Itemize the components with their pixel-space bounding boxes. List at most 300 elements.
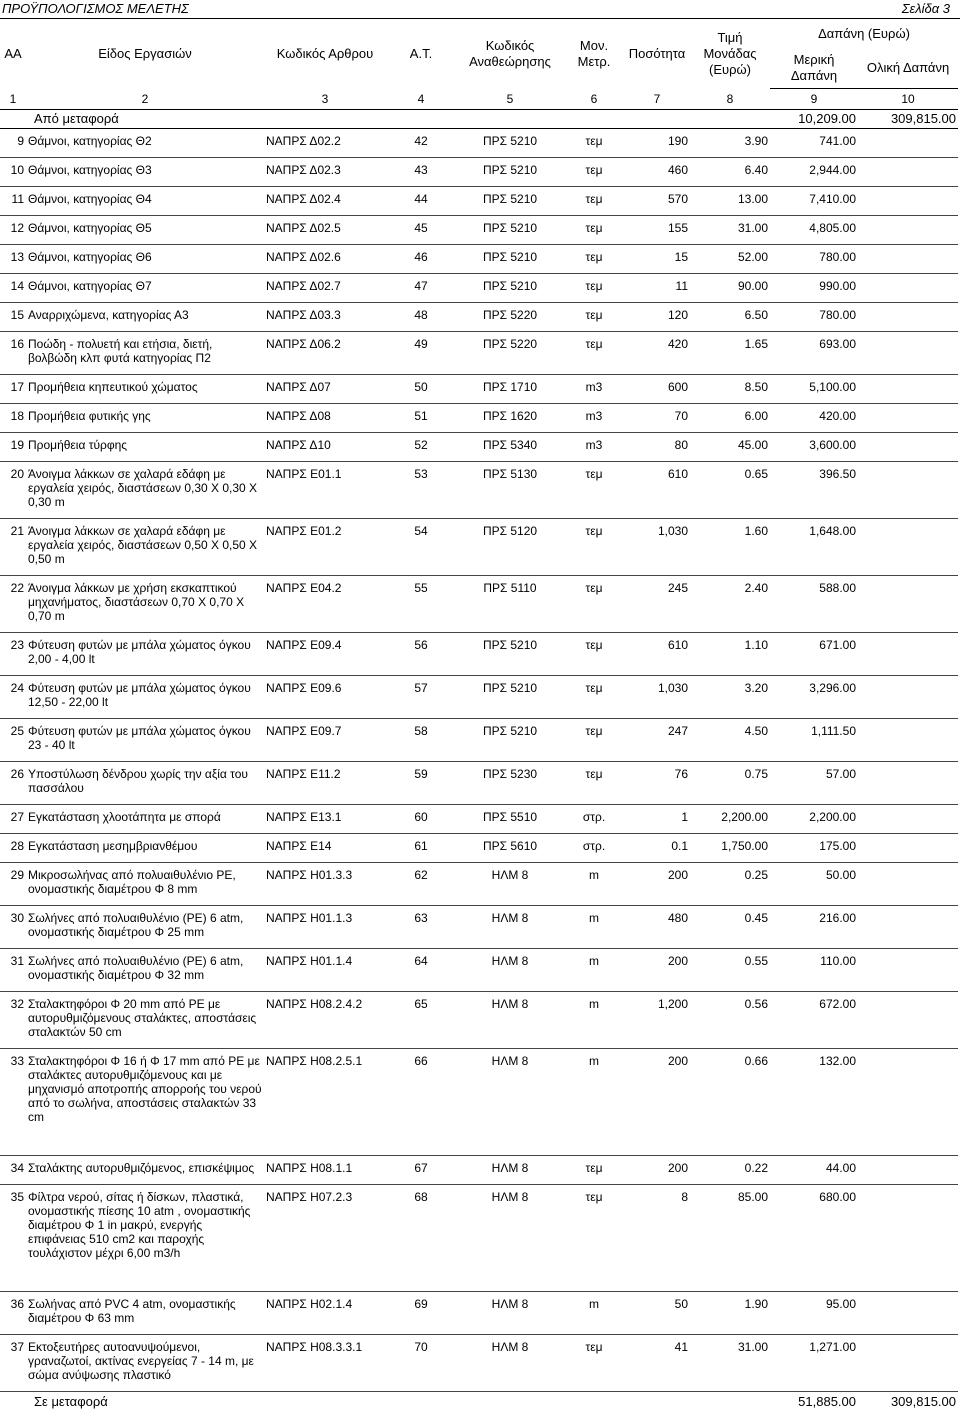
table-row xyxy=(0,992,958,1049)
col-header-partial: Μερική Δαπάνη xyxy=(770,48,858,89)
item-revision-code: ΠΡΣ 5210 xyxy=(456,274,564,303)
item-partial: 216.00 xyxy=(770,906,858,949)
item-revision-code: ΗΛΜ 8 xyxy=(456,906,564,949)
item-unit: τεμ xyxy=(564,1335,624,1392)
col-number: 3 xyxy=(264,89,386,110)
item-unit: m xyxy=(564,863,624,906)
item-revision-code: ΠΡΣ 1620 xyxy=(456,404,564,433)
item-number: 29 xyxy=(0,863,26,906)
carry-in-label: Από μεταφορά xyxy=(26,110,564,129)
item-partial: 1,648.00 xyxy=(770,519,858,576)
item-partial: 132.00 xyxy=(770,1049,858,1156)
item-total xyxy=(858,992,958,1049)
table-row xyxy=(0,303,958,332)
item-unit-price: 52.00 xyxy=(690,245,770,274)
item-description: Άνοιγμα λάκκων σε χαλαρά εδάφη με εργαλεία χειρός, διαστάσεων 0,30 Χ 0,30 Χ 0,30 m xyxy=(26,462,264,519)
item-code: ΝΑΠΡΣ Η02.1.4 xyxy=(264,1292,386,1335)
table-row xyxy=(0,332,958,375)
item-unit: τεμ xyxy=(564,158,624,187)
item-at: 67 xyxy=(386,1156,456,1185)
col-number: 9 xyxy=(770,89,858,110)
item-unit: τεμ xyxy=(564,633,624,676)
carry-out-label: Σε μεταφορά xyxy=(26,1392,564,1412)
item-at: 58 xyxy=(386,719,456,762)
item-code: ΝΑΠΡΣ Δ03.3 xyxy=(264,303,386,332)
item-description: Φύτευση φυτών με μπάλα χώματος όγκου 12,50 - 22,00 lt xyxy=(26,676,264,719)
item-description: Θάμνοι, κατηγορίας Θ2 xyxy=(26,129,264,158)
item-description: Θάμνοι, κατηγορίας Θ5 xyxy=(26,216,264,245)
carry-in-row xyxy=(0,110,958,129)
item-partial: 420.00 xyxy=(770,404,858,433)
carry-in-partial: 10,209.00 xyxy=(770,110,858,129)
item-at: 62 xyxy=(386,863,456,906)
col-number: 10 xyxy=(858,89,958,110)
item-number: 10 xyxy=(0,158,26,187)
item-total xyxy=(858,462,958,519)
item-partial: 780.00 xyxy=(770,303,858,332)
item-unit-price: 6.00 xyxy=(690,404,770,433)
item-number: 12 xyxy=(0,216,26,245)
item-code: ΝΑΠΡΣ Ε14 xyxy=(264,834,386,863)
col-header-code: Κωδικός Αρθρου xyxy=(264,20,386,89)
table-row xyxy=(0,404,958,433)
item-total xyxy=(858,158,958,187)
table-row xyxy=(0,1049,958,1156)
item-revision-code: ΠΡΣ 5120 xyxy=(456,519,564,576)
item-unit: τεμ xyxy=(564,274,624,303)
item-total xyxy=(858,805,958,834)
item-revision-code: ΠΡΣ 5110 xyxy=(456,576,564,633)
item-partial: 396.50 xyxy=(770,462,858,519)
item-unit: τεμ xyxy=(564,245,624,274)
item-quantity: 200 xyxy=(624,863,690,906)
item-number: 27 xyxy=(0,805,26,834)
item-at: 68 xyxy=(386,1185,456,1292)
table-row xyxy=(0,462,958,519)
item-quantity: 190 xyxy=(624,129,690,158)
table-row xyxy=(0,863,958,906)
item-unit-price: 1.60 xyxy=(690,519,770,576)
item-description: Εκτοξευτήρες αυτοανυψούμενοι, γραναζωτοί, ακτίνας ενεργείας 7 - 14 m, με σώμα ανύψωσης πλαστικό xyxy=(26,1335,264,1392)
item-revision-code: ΠΡΣ 5210 xyxy=(456,719,564,762)
item-partial: 2,200.00 xyxy=(770,805,858,834)
item-number: 28 xyxy=(0,834,26,863)
item-description: Σωλήνας από PVC 4 atm, ονομαστικής διαμέτρου Φ 63 mm xyxy=(26,1292,264,1335)
item-total xyxy=(858,906,958,949)
item-description: Εγκατάσταση χλοοτάπητα με σπορά xyxy=(26,805,264,834)
item-unit: τεμ xyxy=(564,332,624,375)
item-quantity: 15 xyxy=(624,245,690,274)
item-unit: τεμ xyxy=(564,187,624,216)
item-quantity: 460 xyxy=(624,158,690,187)
table-row xyxy=(0,129,958,158)
page-title: ΠΡΟΫΠΟΛΟΓΙΣΜΟΣ ΜΕΛΕΤΗΣ xyxy=(2,1,189,16)
item-quantity: 0.1 xyxy=(624,834,690,863)
item-number: 31 xyxy=(0,949,26,992)
item-partial: 672.00 xyxy=(770,992,858,1049)
item-unit-price: 3.90 xyxy=(690,129,770,158)
items-body xyxy=(0,129,958,1392)
item-number: 30 xyxy=(0,906,26,949)
col-number: 5 xyxy=(456,89,564,110)
item-at: 44 xyxy=(386,187,456,216)
item-unit-price: 8.50 xyxy=(690,375,770,404)
item-unit: τεμ xyxy=(564,216,624,245)
table-row xyxy=(0,519,958,576)
table-row xyxy=(0,676,958,719)
item-total xyxy=(858,433,958,462)
item-unit: m3 xyxy=(564,404,624,433)
item-number: 23 xyxy=(0,633,26,676)
item-revision-code: ΗΛΜ 8 xyxy=(456,1049,564,1156)
item-quantity: 480 xyxy=(624,906,690,949)
item-quantity: 200 xyxy=(624,1156,690,1185)
item-partial: 110.00 xyxy=(770,949,858,992)
item-partial: 175.00 xyxy=(770,834,858,863)
item-revision-code: ΠΡΣ 5340 xyxy=(456,433,564,462)
item-quantity: 1,030 xyxy=(624,676,690,719)
item-number: 16 xyxy=(0,332,26,375)
item-unit-price: 2.40 xyxy=(690,576,770,633)
item-description: Θάμνοι, κατηγορίας Θ3 xyxy=(26,158,264,187)
item-number: 24 xyxy=(0,676,26,719)
item-unit-price: 1.10 xyxy=(690,633,770,676)
item-code: ΝΑΠΡΣ Η01.3.3 xyxy=(264,863,386,906)
item-at: 61 xyxy=(386,834,456,863)
table-row xyxy=(0,187,958,216)
item-quantity: 200 xyxy=(624,949,690,992)
item-unit: m xyxy=(564,949,624,992)
item-description: Προμήθεια τύρφης xyxy=(26,433,264,462)
item-code: ΝΑΠΡΣ Ε09.4 xyxy=(264,633,386,676)
item-quantity: 41 xyxy=(624,1335,690,1392)
item-unit-price: 0.75 xyxy=(690,762,770,805)
item-number: 15 xyxy=(0,303,26,332)
item-unit-price: 1.90 xyxy=(690,1292,770,1335)
item-number: 34 xyxy=(0,1156,26,1185)
item-unit-price: 90.00 xyxy=(690,274,770,303)
item-description: Σωλήνες από πολυαιθυλένιο (PE) 6 atm, ονομαστικής διαμέτρου Φ 32 mm xyxy=(26,949,264,992)
item-unit: m3 xyxy=(564,375,624,404)
item-total xyxy=(858,303,958,332)
item-unit: τεμ xyxy=(564,1185,624,1292)
item-unit-price: 31.00 xyxy=(690,216,770,245)
item-at: 63 xyxy=(386,906,456,949)
item-total xyxy=(858,519,958,576)
item-at: 69 xyxy=(386,1292,456,1335)
item-code: ΝΑΠΡΣ Δ02.5 xyxy=(264,216,386,245)
item-total xyxy=(858,404,958,433)
item-quantity: 610 xyxy=(624,633,690,676)
item-quantity: 610 xyxy=(624,462,690,519)
item-total xyxy=(858,245,958,274)
table-row xyxy=(0,216,958,245)
item-description: Σταλακτηφόροι Φ 20 mm από PE με αυτορυθμιζόμενους σταλάκτες, αποστάσεις σταλακτών 50 cm xyxy=(26,992,264,1049)
item-unit-price: 6.40 xyxy=(690,158,770,187)
item-partial: 2,944.00 xyxy=(770,158,858,187)
item-total xyxy=(858,633,958,676)
item-description: Φύτευση φυτών με μπάλα χώματος όγκου 2,00 - 4,00 lt xyxy=(26,633,264,676)
col-number: 6 xyxy=(564,89,624,110)
item-description: Αναρριχώμενα, κατηγορίας Α3 xyxy=(26,303,264,332)
item-partial: 3,296.00 xyxy=(770,676,858,719)
item-number: 18 xyxy=(0,404,26,433)
column-numbers-row xyxy=(0,89,958,110)
item-code: ΝΑΠΡΣ Ε09.6 xyxy=(264,676,386,719)
item-at: 47 xyxy=(386,274,456,303)
item-code: ΝΑΠΡΣ Δ06.2 xyxy=(264,332,386,375)
item-description: Θάμνοι, κατηγορίας Θ6 xyxy=(26,245,264,274)
item-unit-price: 0.55 xyxy=(690,949,770,992)
carry-in-total: 309,815.00 xyxy=(858,110,958,129)
item-code: ΝΑΠΡΣ Δ07 xyxy=(264,375,386,404)
item-quantity: 11 xyxy=(624,274,690,303)
item-description: Άνοιγμα λάκκων με χρήση εκσκαπτικού μηχανήματος, διαστάσεων 0,70 Χ 0,70 Χ 0,70 m xyxy=(26,576,264,633)
item-revision-code: ΠΡΣ 1710 xyxy=(456,375,564,404)
item-number: 13 xyxy=(0,245,26,274)
item-total xyxy=(858,949,958,992)
item-revision-code: ΠΡΣ 5210 xyxy=(456,216,564,245)
col-header-unit-price: Τιμή Μονάδας (Ευρώ) xyxy=(690,20,770,89)
item-unit: τεμ xyxy=(564,462,624,519)
item-quantity: 80 xyxy=(624,433,690,462)
item-revision-code: ΗΛΜ 8 xyxy=(456,1156,564,1185)
item-at: 45 xyxy=(386,216,456,245)
col-number: 8 xyxy=(690,89,770,110)
table-row xyxy=(0,245,958,274)
item-code: ΝΑΠΡΣ Δ02.4 xyxy=(264,187,386,216)
item-description: Προμήθεια κηπευτικού χώματος xyxy=(26,375,264,404)
item-at: 51 xyxy=(386,404,456,433)
table-row xyxy=(0,762,958,805)
item-partial: 3,600.00 xyxy=(770,433,858,462)
item-at: 65 xyxy=(386,992,456,1049)
item-at: 49 xyxy=(386,332,456,375)
item-unit: τεμ xyxy=(564,519,624,576)
col-header-quantity: Ποσότητα xyxy=(624,20,690,89)
item-unit: m xyxy=(564,906,624,949)
table-row xyxy=(0,433,958,462)
item-at: 60 xyxy=(386,805,456,834)
table-row xyxy=(0,949,958,992)
item-unit-price: 1.65 xyxy=(690,332,770,375)
item-at: 55 xyxy=(386,576,456,633)
item-number: 17 xyxy=(0,375,26,404)
item-revision-code: ΠΡΣ 5210 xyxy=(456,129,564,158)
col-header-total: Ολική Δαπάνη xyxy=(858,48,958,89)
item-unit-price: 4.50 xyxy=(690,719,770,762)
budget-table xyxy=(0,20,958,1412)
col-number: 1 xyxy=(0,89,26,110)
carry-out-total: 309,815.00 xyxy=(858,1392,958,1412)
item-partial: 693.00 xyxy=(770,332,858,375)
item-number: 32 xyxy=(0,992,26,1049)
item-number: 21 xyxy=(0,519,26,576)
item-at: 66 xyxy=(386,1049,456,1156)
item-code: ΝΑΠΡΣ Ε01.2 xyxy=(264,519,386,576)
item-total xyxy=(858,1185,958,1292)
item-quantity: 1,200 xyxy=(624,992,690,1049)
item-unit-price: 0.45 xyxy=(690,906,770,949)
col-header-unit: Μον. Μετρ. xyxy=(564,20,624,89)
item-number: 25 xyxy=(0,719,26,762)
col-header-at: Α.Τ. xyxy=(386,20,456,89)
item-quantity: 570 xyxy=(624,187,690,216)
item-code: ΝΑΠΡΣ Η08.2.4.2 xyxy=(264,992,386,1049)
item-quantity: 600 xyxy=(624,375,690,404)
item-unit-price: 3.20 xyxy=(690,676,770,719)
item-quantity: 70 xyxy=(624,404,690,433)
table-row xyxy=(0,1292,958,1335)
item-quantity: 420 xyxy=(624,332,690,375)
item-unit: τεμ xyxy=(564,676,624,719)
item-revision-code: ΗΛΜ 8 xyxy=(456,1292,564,1335)
item-unit: τεμ xyxy=(564,1156,624,1185)
item-code: ΝΑΠΡΣ Η01.1.3 xyxy=(264,906,386,949)
table-row xyxy=(0,1185,958,1292)
item-total xyxy=(858,676,958,719)
item-revision-code: ΠΡΣ 5610 xyxy=(456,834,564,863)
item-code: ΝΑΠΡΣ Δ10 xyxy=(264,433,386,462)
item-revision-code: ΠΡΣ 5210 xyxy=(456,633,564,676)
col-header-revision: Κωδικός Αναθεώρησης xyxy=(456,20,564,89)
item-code: ΝΑΠΡΣ Η08.3.3.1 xyxy=(264,1335,386,1392)
item-at: 52 xyxy=(386,433,456,462)
table-row xyxy=(0,834,958,863)
table-row xyxy=(0,375,958,404)
item-at: 46 xyxy=(386,245,456,274)
item-unit: τεμ xyxy=(564,576,624,633)
col-number: 2 xyxy=(26,89,264,110)
item-code: ΝΑΠΡΣ Η07.2.3 xyxy=(264,1185,386,1292)
item-number: 33 xyxy=(0,1049,26,1156)
item-total xyxy=(858,274,958,303)
item-unit-price: 85.00 xyxy=(690,1185,770,1292)
table-row xyxy=(0,906,958,949)
item-unit: τεμ xyxy=(564,762,624,805)
item-unit: στρ. xyxy=(564,834,624,863)
item-quantity: 120 xyxy=(624,303,690,332)
item-unit-price: 0.66 xyxy=(690,1049,770,1156)
item-total xyxy=(858,187,958,216)
item-unit: τεμ xyxy=(564,719,624,762)
carry-out-row xyxy=(0,1392,958,1412)
item-at: 43 xyxy=(386,158,456,187)
item-unit-price: 2,200.00 xyxy=(690,805,770,834)
item-code: ΝΑΠΡΣ Ε11.2 xyxy=(264,762,386,805)
item-quantity: 245 xyxy=(624,576,690,633)
item-revision-code: ΗΛΜ 8 xyxy=(456,992,564,1049)
item-partial: 588.00 xyxy=(770,576,858,633)
item-code: ΝΑΠΡΣ Ε09.7 xyxy=(264,719,386,762)
col-header-eidos: Είδος Εργασιών xyxy=(26,20,264,89)
item-code: ΝΑΠΡΣ Δ02.3 xyxy=(264,158,386,187)
item-partial: 50.00 xyxy=(770,863,858,906)
item-number: 26 xyxy=(0,762,26,805)
item-total xyxy=(858,129,958,158)
item-total xyxy=(858,1335,958,1392)
item-description: Υποστύλωση δένδρου χωρίς την αξία του πασσάλου xyxy=(26,762,264,805)
item-number: 36 xyxy=(0,1292,26,1335)
table-row xyxy=(0,719,958,762)
item-total xyxy=(858,834,958,863)
item-description: Σταλακτηφόροι Φ 16 ή Φ 17 mm από PE με σταλάκτες αυτορυθμιζόμενους και με μηχανισμό αποτροπής απορροής του νερού από το σωλήνα, αποστάσεις σταλακτών 33 cm xyxy=(26,1049,264,1156)
item-partial: 7,410.00 xyxy=(770,187,858,216)
item-total xyxy=(858,863,958,906)
item-revision-code: ΗΛΜ 8 xyxy=(456,1185,564,1292)
item-description: Θάμνοι, κατηγορίας Θ7 xyxy=(26,274,264,303)
item-quantity: 1 xyxy=(624,805,690,834)
item-revision-code: ΠΡΣ 5510 xyxy=(456,805,564,834)
item-unit: m xyxy=(564,1292,624,1335)
item-at: 59 xyxy=(386,762,456,805)
item-number: 37 xyxy=(0,1335,26,1392)
item-number: 22 xyxy=(0,576,26,633)
item-unit-price: 45.00 xyxy=(690,433,770,462)
table-row xyxy=(0,1156,958,1185)
col-header-expense-group: Δαπάνη (Ευρώ) xyxy=(770,20,958,48)
item-partial: 95.00 xyxy=(770,1292,858,1335)
item-revision-code: ΠΡΣ 5210 xyxy=(456,158,564,187)
item-unit-price: 6.50 xyxy=(690,303,770,332)
item-code: ΝΑΠΡΣ Δ02.7 xyxy=(264,274,386,303)
table-row xyxy=(0,805,958,834)
item-code: ΝΑΠΡΣ Η08.1.1 xyxy=(264,1156,386,1185)
item-unit: m xyxy=(564,1049,624,1156)
item-partial: 5,100.00 xyxy=(770,375,858,404)
item-at: 42 xyxy=(386,129,456,158)
item-unit: στρ. xyxy=(564,805,624,834)
page-header xyxy=(0,0,960,19)
item-unit-price: 31.00 xyxy=(690,1335,770,1392)
item-number: 11 xyxy=(0,187,26,216)
item-at: 64 xyxy=(386,949,456,992)
item-code: ΝΑΠΡΣ Ε04.2 xyxy=(264,576,386,633)
item-revision-code: ΠΡΣ 5210 xyxy=(456,187,564,216)
col-number: 7 xyxy=(624,89,690,110)
item-description: Εγκατάσταση μεσημβριανθέμου xyxy=(26,834,264,863)
item-unit: m xyxy=(564,992,624,1049)
item-total xyxy=(858,1049,958,1156)
item-revision-code: ΠΡΣ 5230 xyxy=(456,762,564,805)
item-number: 35 xyxy=(0,1185,26,1292)
item-revision-code: ΠΡΣ 5210 xyxy=(456,245,564,274)
item-at: 50 xyxy=(386,375,456,404)
item-total xyxy=(858,762,958,805)
item-description: Σταλάκτης αυτορυθμιζόμενος, επισκέψιμος xyxy=(26,1156,264,1185)
item-description: Ποώδη - πολυετή και ετήσια, διετή, βολβώδη κλπ φυτά κατηγορίας Π2 xyxy=(26,332,264,375)
item-at: 48 xyxy=(386,303,456,332)
item-at: 57 xyxy=(386,676,456,719)
item-quantity: 155 xyxy=(624,216,690,245)
item-revision-code: ΗΛΜ 8 xyxy=(456,1335,564,1392)
item-partial: 680.00 xyxy=(770,1185,858,1292)
item-unit-price: 0.56 xyxy=(690,992,770,1049)
item-code: ΝΑΠΡΣ Ε01.1 xyxy=(264,462,386,519)
item-description: Φίλτρα νερού, σίτας ή δίσκων, πλαστικά, ονομαστικής πίεσης 10 atm , ονομαστικής διαμέτρου Φ 1 in μακρύ, ενεργής επιφάνειας 510 cm2 και παροχής τουλάχιστον μέχρι 6,00 m3/h xyxy=(26,1185,264,1292)
item-partial: 671.00 xyxy=(770,633,858,676)
item-revision-code: ΗΛΜ 8 xyxy=(456,863,564,906)
item-quantity: 1,030 xyxy=(624,519,690,576)
item-description: Άνοιγμα λάκκων σε χαλαρά εδάφη με εργαλεία χειρός, διαστάσεων 0,50 Χ 0,50 Χ 0,50 m xyxy=(26,519,264,576)
item-unit: m3 xyxy=(564,433,624,462)
item-number: 19 xyxy=(0,433,26,462)
item-revision-code: ΠΡΣ 5220 xyxy=(456,332,564,375)
item-total xyxy=(858,375,958,404)
item-quantity: 200 xyxy=(624,1049,690,1156)
item-total xyxy=(858,576,958,633)
item-total xyxy=(858,719,958,762)
